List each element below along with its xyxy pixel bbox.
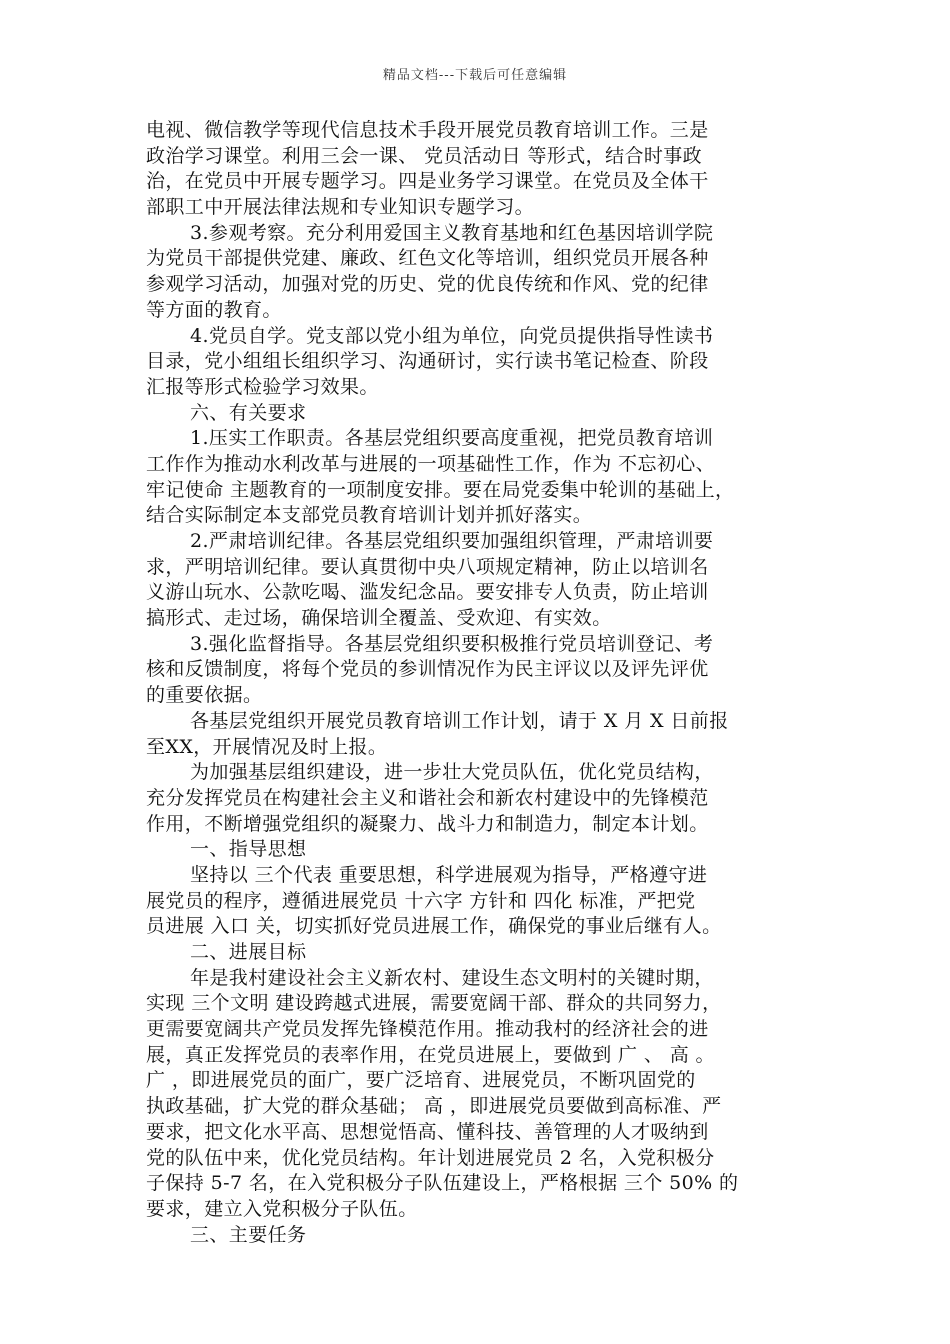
text-line: 二、进展目标: [190, 941, 307, 963]
text-line: 目录，党小组组长组织学习、沟通研讨，实行读书笔记检查、阶段: [146, 350, 709, 373]
text-line: 义游山玩水、公款吃喝、滥发纪念品。要安排专人负责，防止培训: [146, 581, 709, 604]
text-line: 员进展 入口 关，切实抓好党员进展工作，确保党的事业后继有人。: [146, 915, 722, 938]
text-line: 治，在党员中开展专题学习。四是业务学习课堂。在党员及全体干: [146, 170, 709, 193]
text-line: 为党员干部提供党建、廉政、红色文化等培训，组织党员开展各种: [146, 247, 709, 270]
text-line: 要求，建立入党积极分子队伍。: [146, 1197, 418, 1220]
text-line: 要求，把文化水平高、思想觉悟高、懂科技、善管理的人才吸纳到: [146, 1120, 709, 1143]
text-line: 的重要依据。: [146, 684, 263, 707]
text-line: 三、主要任务: [190, 1223, 307, 1246]
text-line: 更需要宽阔共产党员发挥先锋模范作用。推动我村的经济社会的进: [146, 1018, 709, 1041]
page-header: 精品文档---下载后可任意编辑: [382, 68, 568, 83]
text-line: 执政基础，扩大党的群众基础； 高 ，即进展党员要做到高标准、严: [146, 1095, 722, 1118]
text-line: 部职工中开展法律法规和专业知识专题学习。: [146, 196, 535, 219]
document-body: [146, 118, 810, 1248]
text-line: 汇报等形式检验学习效果。: [146, 375, 379, 398]
text-line: 4.党员自学。党支部以党小组为单位，向党员提供指导性读书: [190, 324, 714, 347]
text-line: 搞形式、走过场，确保培训全覆盖、受欢迎、有实效。: [146, 607, 612, 630]
text-line: 广 ，即进展党员的面广，要广泛培育、进展党员，不断巩固党的: [146, 1069, 696, 1092]
text-line: 3.强化监督指导。各基层党组织要积极推行党员培训登记、考: [190, 632, 714, 655]
text-line: 党的队伍中来，优化党员结构。年计划进展党员 2 名，入党积极分: [146, 1146, 715, 1169]
text-line: 展党员的程序，遵循进展党员 十六字 方针和 四化 标准，严把党: [146, 889, 696, 912]
text-line: 为加强基层组织建设，进一步壮大党员队伍，优化党员结构，: [190, 761, 714, 784]
text-line: 2.严肃培训纪律。各基层党组织要加强组织管理，严肃培训要: [190, 530, 714, 552]
text-line: 求，严明培训纪律。要认真贯彻中央八项规定精神，防止以培训名: [146, 555, 709, 578]
text-line: 作用，不断增强党组织的凝聚力、战斗力和制造力，制定本计划。: [146, 812, 709, 835]
text-line: 工作作为推动水利改革与进展的一项基础性工作，作为 不忘初心、: [146, 452, 716, 475]
text-line: 年是我村建设社会主义新农村、建设生态文明村的关键时期，: [190, 966, 714, 989]
text-line: 结合实际制定本支部党员教育培训计划并抓好落实。: [146, 504, 593, 527]
text-line: 参观学习活动，加强对党的历史、党的优良传统和作风、党的纪律: [146, 273, 709, 296]
text-line: 各基层党组织开展党员教育培训工作计划，请于 X 月 X 日前报: [190, 709, 729, 732]
text-line: 一、指导思想: [190, 838, 307, 861]
text-line: 政治学习课堂。利用三会一课、 党员活动日 等形式，结合时事政: [146, 144, 703, 167]
text-line: 展，真正发挥党员的表率作用，在党员进展上，要做到 广 、 高 。: [146, 1043, 715, 1066]
text-line: 实现 三个文明 建设跨越式进展，需要宽阔干部、群众的共同努力，: [146, 992, 722, 1015]
text-line: 充分发挥党员在构建社会主义和谐社会和新农村建设中的先锋模范: [146, 786, 709, 809]
text-line: 牢记使命 主题教育的一项制度安排。要在局党委集中轮训的基础上，: [146, 478, 735, 501]
text-line: 六、有关要求: [190, 401, 307, 424]
text-line: 坚持以 三个代表 重要思想，科学进展观为指导，严格遵守进: [190, 863, 708, 886]
text-line: 电视、微信教学等现代信息技术手段开展党员教育培训工作。三是: [146, 119, 709, 141]
text-line: 子保持 5-7 名，在入党积极分子队伍建设上，严格根据 三个 50% 的: [146, 1172, 739, 1195]
text-line: 1.压实工作职责。各基层党组织要高度重视，把党员教育培训: [190, 427, 714, 450]
text-line: 3.参观考察。充分利用爱国主义教育基地和红色基因培训学院: [190, 221, 714, 244]
text-line: 至XX，开展情况及时上报。: [146, 735, 388, 758]
text-line: 等方面的教育。: [146, 298, 282, 321]
text-line: 核和反馈制度，将每个党员的参训情况作为民主评议以及评先评优: [146, 658, 709, 681]
